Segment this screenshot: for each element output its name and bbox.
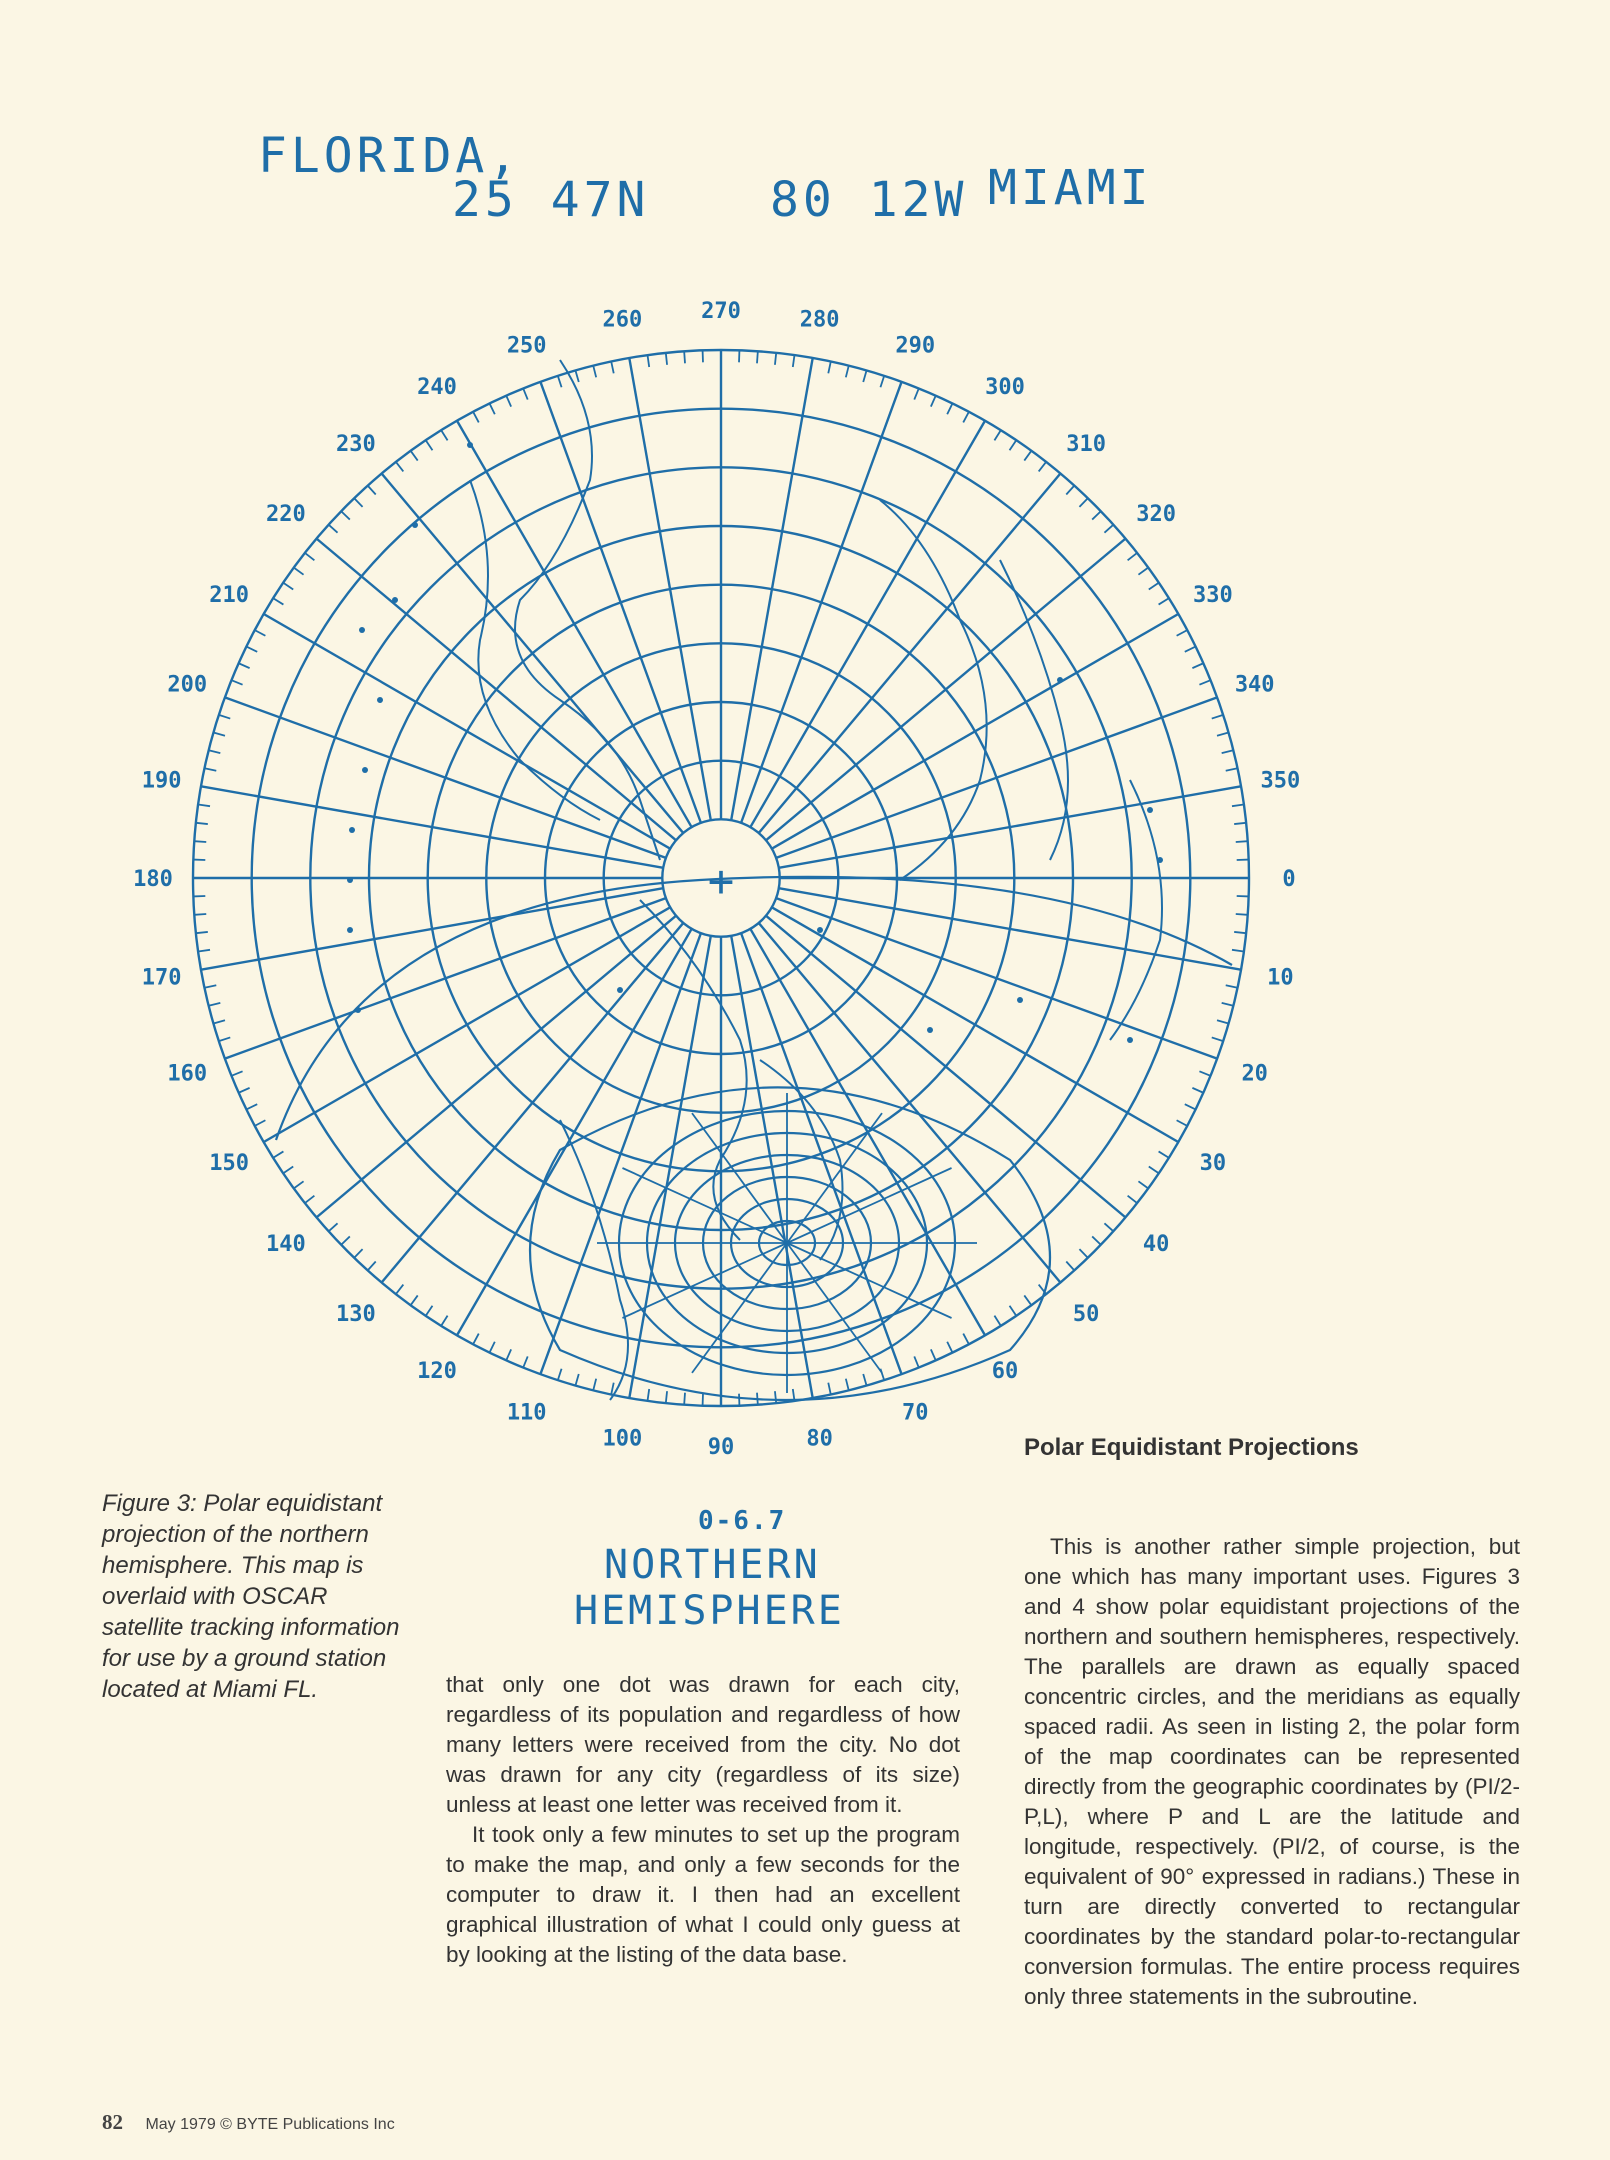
city-dot (347, 877, 353, 883)
longitude-label: 140 (266, 1232, 306, 1258)
rim-tick (1079, 498, 1087, 507)
rim-tick (219, 715, 230, 719)
plot-header-city: MIAMI (988, 160, 1153, 216)
rim-tick (575, 370, 578, 382)
rim-tick (1236, 841, 1248, 842)
longitude-label: 200 (167, 672, 208, 698)
city-dot (927, 1027, 933, 1033)
longitude-label: 250 (506, 333, 547, 359)
rim-tick (1217, 732, 1229, 735)
rim-tick (1234, 932, 1246, 933)
rim-tick (1010, 440, 1017, 450)
rim-tick (863, 370, 866, 382)
rim-tick (1066, 1261, 1074, 1270)
rim-tick (1185, 647, 1196, 652)
rim-tick (775, 1391, 776, 1403)
rim-tick (1159, 1151, 1169, 1157)
page-footer (102, 2110, 395, 2135)
rim-tick (593, 366, 596, 378)
rim-tick (1236, 914, 1248, 915)
rim-tick (368, 486, 376, 495)
rim-tick (828, 1383, 830, 1395)
article-middle-column (446, 1670, 960, 1970)
city-dot (349, 827, 355, 833)
longitude-label: 220 (266, 501, 306, 527)
rim-tick (205, 768, 217, 770)
rim-tick (994, 1316, 1000, 1326)
rim-tick (1104, 525, 1113, 533)
rim-tick (828, 362, 830, 374)
meridian-line (457, 421, 692, 827)
rim-tick (593, 1379, 596, 1391)
city-dot (817, 927, 823, 933)
rim-tick (648, 355, 650, 367)
rim-tick (294, 1181, 304, 1188)
longitude-label: 40 (1142, 1232, 1170, 1258)
rim-tick (1138, 1181, 1148, 1188)
longitude-label: 290 (895, 333, 936, 359)
rim-tick (963, 1334, 969, 1345)
longitude-label: 270 (701, 299, 741, 324)
rim-tick (1232, 950, 1244, 952)
rim-tick (231, 680, 242, 684)
rim-tick (329, 525, 338, 533)
rim-tick (209, 1003, 221, 1006)
coastline (1110, 780, 1162, 1040)
rim-tick (880, 376, 884, 387)
rim-tick (411, 451, 418, 461)
rim-tick (396, 462, 403, 471)
rim-tick (611, 362, 613, 374)
city-dot (362, 767, 368, 773)
rim-tick (1149, 1167, 1159, 1174)
rim-tick (757, 351, 758, 363)
rim-tick (1138, 568, 1148, 575)
city-dot (392, 597, 398, 603)
longitude-label: 320 (1136, 501, 1176, 527)
city-dot (1057, 677, 1063, 683)
longitude-label: 130 (336, 1302, 376, 1328)
longitude-label: 190 (141, 768, 182, 794)
city-dot (1127, 1037, 1133, 1043)
longitude-label: 300 (985, 375, 1025, 401)
rim-tick (354, 1249, 362, 1258)
rim-tick (863, 1374, 866, 1386)
rim-tick (506, 396, 511, 407)
rim-tick (963, 412, 969, 423)
rim-tick (506, 1349, 511, 1360)
longitude-label: 120 (417, 1358, 457, 1384)
rim-tick (341, 511, 350, 519)
rim-tick (255, 1120, 266, 1126)
rim-tick (341, 1236, 350, 1244)
meridian-line (772, 614, 1178, 849)
rim-tick (239, 1088, 250, 1093)
rim-tick (1222, 1003, 1234, 1006)
rim-tick (283, 583, 293, 590)
rim-tick (213, 1020, 225, 1023)
rim-tick (1024, 451, 1031, 461)
rim-tick (1222, 750, 1234, 753)
rim-tick (205, 985, 217, 987)
city-dot (347, 927, 353, 933)
rim-tick (558, 1369, 562, 1380)
longitude-label: 240 (417, 375, 457, 401)
rim-tick (1199, 680, 1210, 684)
rim-tick (914, 388, 918, 399)
rim-tick (273, 1151, 283, 1157)
rim-tick (196, 823, 208, 824)
rim-tick (611, 1383, 613, 1395)
rim-tick (473, 1334, 479, 1345)
rim-tick (231, 1071, 242, 1075)
longitude-label: 260 (602, 307, 643, 333)
plot-code: 0-6.7 (698, 1506, 787, 1536)
plot-header-state: FLORIDA, (258, 128, 522, 184)
coastline (880, 500, 987, 880)
rim-tick (255, 630, 266, 636)
longitude-label: 100 (602, 1426, 643, 1452)
footer-credit: May 1979 © BYTE Publications Inc (145, 2116, 395, 2133)
meridian-line (629, 358, 710, 820)
longitude-label: 50 (1072, 1302, 1100, 1328)
rim-tick (575, 1374, 578, 1386)
rim-tick (1149, 583, 1159, 590)
rim-tick (198, 805, 210, 807)
rim-tick (426, 1306, 433, 1316)
longitude-label: 280 (799, 307, 840, 333)
rim-tick (684, 351, 685, 363)
longitude-label: 150 (209, 1151, 249, 1176)
rim-tick (1185, 1104, 1196, 1109)
rim-tick (914, 1356, 918, 1367)
rim-tick (947, 403, 952, 414)
rim-tick (194, 914, 206, 915)
rim-tick (1212, 715, 1223, 719)
longitude-label: 350 (1260, 768, 1301, 794)
meridian-line (264, 907, 670, 1142)
rim-tick (329, 1223, 338, 1231)
longitude-label: 20 (1241, 1061, 1268, 1087)
city-dot (1017, 997, 1023, 1003)
rim-tick (523, 1356, 527, 1367)
rim-tick (294, 568, 304, 575)
meridian-line (457, 929, 692, 1335)
rim-tick (648, 1389, 650, 1401)
longitude-label: 70 (902, 1400, 929, 1426)
plot-header-longitude: 80 12W (770, 172, 968, 228)
rim-tick (1234, 823, 1246, 824)
longitude-label: 230 (336, 431, 376, 457)
rim-tick (396, 1285, 403, 1294)
rim-tick (273, 598, 283, 604)
rim-tick (1024, 1295, 1031, 1305)
rim-tick (441, 430, 447, 440)
rim-tick (1192, 663, 1203, 668)
city-dot (1157, 857, 1163, 863)
rim-tick (411, 1295, 418, 1305)
meridian-line (201, 888, 663, 969)
city-dot (377, 697, 383, 703)
rim-tick (666, 353, 667, 365)
city-dot (355, 1007, 361, 1013)
longitude-label: 180 (133, 867, 173, 892)
meridian-line (201, 786, 663, 867)
longitude-label: 110 (506, 1400, 547, 1426)
rim-tick (219, 1037, 230, 1041)
rim-tick (947, 1342, 952, 1353)
paragraph: that only one dot was drawn for each city, regardless of its population and regardless of how many letters were received from the city. No dot was drawn for any city (regardless of its size) unless at least one letter was received from it. (446, 1672, 960, 1817)
rim-tick (558, 376, 562, 387)
rim-tick (209, 750, 221, 753)
rim-tick (846, 366, 849, 378)
meridian-line (779, 786, 1241, 867)
meridian-line (264, 614, 670, 849)
city-dot (412, 522, 418, 528)
rim-tick (1159, 598, 1169, 604)
rim-tick (1217, 1020, 1229, 1023)
rim-tick (441, 1316, 447, 1326)
rim-tick (213, 732, 225, 735)
rim-tick (198, 950, 210, 952)
longitude-label: 0 (1282, 867, 1296, 892)
longitude-label: 210 (209, 583, 249, 608)
rim-tick (473, 412, 479, 423)
rim-tick (283, 1167, 293, 1174)
rim-tick (426, 440, 433, 450)
rim-tick (1226, 985, 1238, 987)
rim-tick (1226, 768, 1238, 770)
paragraph: This is another rather simple projection, but one which has many important uses. Figures 3 and 4 show polar equidistant projections of the northern and southern hemispheres, respectively. The parallels are drawn as equally spaced concentric circles, and the meridians as equally spaced radii. As seen in listing 2, the polar form of the map coordinates can be represented directly from the geographic coordinates by (PI/2-P,L), where P and L are the latitude and longitude, respectively. (PI/2, of course, is the equivalent of 90° expressed in radians.) These in turn are directly converted to rectangular coordinates by the standard polar-to-rectangular conversion formulas. The entire process requires only three statements in the subroutine. (1024, 1534, 1520, 2009)
rim-tick (1177, 1120, 1188, 1126)
rim-tick (1199, 1071, 1210, 1075)
plot-title-line1: NORTHERN (604, 1542, 821, 1588)
plot-title-line2: HEMISPHERE (574, 1588, 845, 1634)
longitude-label: 170 (141, 965, 182, 991)
meridian-line (779, 888, 1241, 969)
rim-tick (931, 396, 936, 407)
rim-tick (1128, 1196, 1137, 1203)
paragraph: It took only a few minutes to set up the program to make the map, and only a few seconds for the computer to draw it. I then had an excellent graphical illustration of what I could only guess at by looking at the listing of the data base. (446, 1822, 960, 1967)
rim-tick (931, 1349, 936, 1360)
city-dot (617, 987, 623, 993)
rim-tick (793, 355, 795, 367)
rim-tick (1079, 1249, 1087, 1258)
longitude-label: 10 (1267, 965, 1294, 991)
rim-tick (1092, 1236, 1101, 1244)
rim-tick (684, 1393, 685, 1405)
city-dot (467, 442, 473, 448)
rim-tick (1212, 1037, 1223, 1041)
longitude-label: 160 (167, 1061, 208, 1087)
rim-tick (1010, 1306, 1017, 1316)
rim-tick (490, 1342, 495, 1353)
rim-tick (1177, 630, 1188, 636)
rim-tick (196, 932, 208, 933)
rim-tick (305, 1196, 314, 1203)
rim-tick (305, 553, 314, 560)
rim-tick (246, 1104, 257, 1109)
coastline (515, 360, 660, 860)
rim-tick (846, 1379, 849, 1391)
pole-marker: + (707, 856, 735, 907)
rim-tick (1104, 1223, 1113, 1231)
city-dot (1147, 807, 1153, 813)
rim-tick (994, 430, 1000, 440)
longitude-label: 60 (991, 1358, 1019, 1384)
rim-tick (354, 498, 362, 507)
longitude-label: 340 (1234, 672, 1275, 698)
rim-tick (1066, 486, 1074, 495)
meridian-line (731, 936, 812, 1398)
rim-tick (1192, 1088, 1203, 1093)
rim-tick (239, 663, 250, 668)
article-right-column (1024, 1532, 1520, 2012)
meridian-line (772, 907, 1178, 1142)
page-number: 82 (102, 2110, 123, 2134)
longitude-label: 80 (806, 1426, 833, 1452)
rim-tick (666, 1391, 667, 1403)
rim-tick (1128, 553, 1137, 560)
rim-tick (523, 388, 527, 399)
plot-header-latitude: 25 47N (452, 172, 650, 228)
rim-tick (1232, 805, 1244, 807)
meridian-line (731, 358, 812, 820)
rim-tick (1092, 511, 1101, 519)
longitude-label: 90 (707, 1435, 735, 1460)
figure-caption: Figure 3: Polar equidistant projection of the northern hemisphere. This map is overlaid with OSCAR satellite tracking information for use by a ground station located at Miami FL. (102, 1490, 400, 1703)
longitude-label: 330 (1193, 583, 1233, 608)
rim-tick (194, 841, 206, 842)
longitude-label: 30 (1199, 1151, 1227, 1176)
city-dot (359, 627, 365, 633)
section-heading: Polar Equidistant Projections (1024, 1434, 1359, 1461)
rim-tick (490, 403, 495, 414)
rim-tick (775, 353, 776, 365)
longitude-label: 310 (1066, 431, 1106, 457)
satellite-track (276, 877, 1232, 1140)
meridian-line (750, 421, 985, 827)
rim-tick (1039, 462, 1046, 471)
rim-tick (368, 1261, 376, 1270)
rim-tick (246, 647, 257, 652)
